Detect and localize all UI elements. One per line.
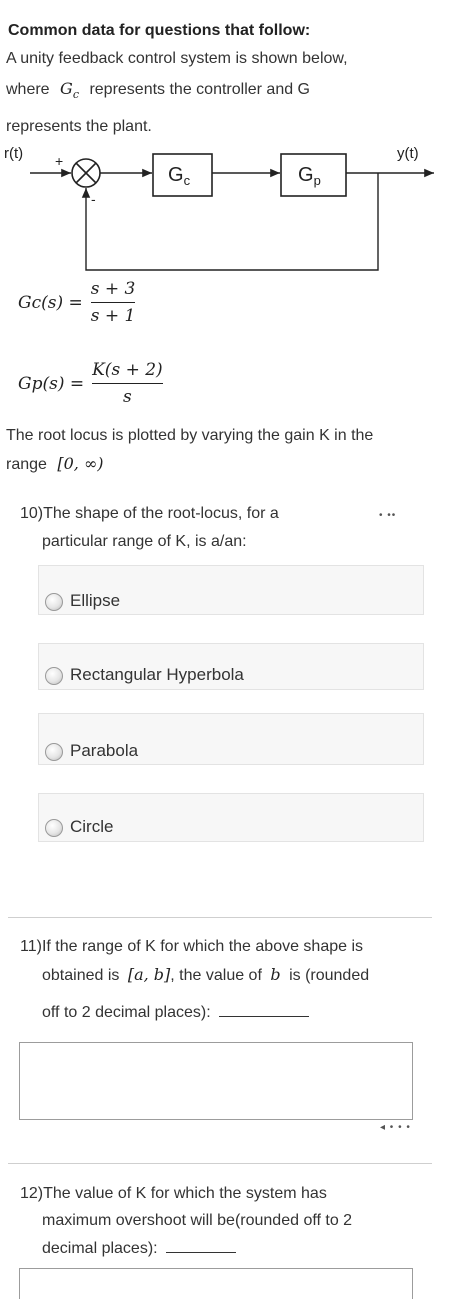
- option-label: Parabola: [70, 741, 139, 760]
- intro-gc-symbol: $G_c$: [60, 79, 79, 102]
- q11-dots: ◂ • • •: [380, 1122, 411, 1133]
- option-label: Rectangular Hyperbola: [70, 665, 244, 684]
- q11-line-1: 11)If the range of K for which the above shape is: [20, 938, 364, 955]
- q11-answer-box[interactable]: [19, 1042, 413, 1120]
- gc-equation: [18, 279, 135, 326]
- summing-junction-icon: [72, 159, 100, 187]
- option-circle[interactable]: [38, 793, 424, 842]
- plant-block-label: $G_p$: [298, 164, 321, 188]
- divider: [8, 917, 432, 918]
- radio-button[interactable]: [45, 743, 63, 761]
- option-label: Circle: [70, 817, 114, 836]
- plus-sign: +: [55, 153, 64, 169]
- gain-range: [0, ∞): [57, 454, 104, 473]
- radio-button[interactable]: [45, 819, 63, 837]
- intro-where: where: [6, 81, 50, 98]
- gc-equation-lhs: Gc(s) =: [18, 292, 83, 313]
- q10-line-2: particular range of K, is a/an:: [42, 533, 247, 550]
- gc-denominator: s + 1: [90, 306, 136, 326]
- intro-line-3: represents the plant.: [6, 118, 152, 135]
- option-label: Ellipse: [70, 591, 121, 610]
- root-locus-line-2: range [0, ∞): [6, 454, 104, 473]
- q11-interval: [a, b]: [127, 965, 171, 984]
- q12-line-2: maximum overshoot will be(rounded off to 2: [42, 1212, 353, 1229]
- intro-represents: represents the controller and G: [89, 81, 310, 98]
- option-rectangular-hyperbola[interactable]: [38, 643, 424, 690]
- q11-line-3: off to 2 decimal places):: [42, 999, 309, 1026]
- q11-blank: [219, 1016, 309, 1017]
- q12-blank: [166, 1252, 236, 1253]
- q12-line-1: 12)The value of K for which the system has: [20, 1185, 327, 1202]
- radio-button[interactable]: [45, 667, 63, 685]
- controller-block-label: $G_c$: [168, 164, 191, 188]
- block-diagram-svg: [0, 140, 459, 275]
- section-header: Common data for questions that follow:: [8, 22, 311, 39]
- intro-line-1: A unity feedback control system is shown below,: [6, 50, 348, 67]
- input-label: r(t): [4, 145, 24, 162]
- gp-denominator: s: [123, 387, 132, 407]
- block-diagram: [0, 140, 459, 275]
- q12-line-3: decimal places):: [42, 1235, 236, 1262]
- gp-equation: [18, 360, 163, 407]
- q11-answer-input[interactable]: [20, 1043, 412, 1119]
- gc-numerator: s + 3: [90, 279, 136, 299]
- root-locus-line-1: The root locus is plotted by varying the gain K in the: [6, 427, 374, 444]
- option-ellipse[interactable]: [38, 565, 424, 615]
- output-label: y(t): [397, 145, 419, 162]
- divider: [8, 1163, 432, 1164]
- gp-numerator: K(s + 2): [92, 360, 163, 380]
- intro-line-2: [6, 79, 310, 101]
- minus-sign: -: [91, 191, 96, 207]
- q12-answer-input[interactable]: [20, 1269, 412, 1299]
- radio-button[interactable]: [45, 593, 63, 611]
- gp-equation-lhs: Gp(s) =: [18, 373, 85, 394]
- option-parabola[interactable]: [38, 713, 424, 765]
- q11-variable: b: [270, 965, 281, 984]
- q12-answer-box[interactable]: [19, 1268, 413, 1299]
- q10-line-1: 10)The shape of the root-locus, for a: [20, 505, 279, 522]
- gc-fraction: [91, 279, 136, 326]
- q11-line-2: obtained is [a, b], the value of b is (rounded: [42, 965, 370, 984]
- gp-fraction: [92, 360, 163, 407]
- q10-dots: • ••: [379, 510, 397, 521]
